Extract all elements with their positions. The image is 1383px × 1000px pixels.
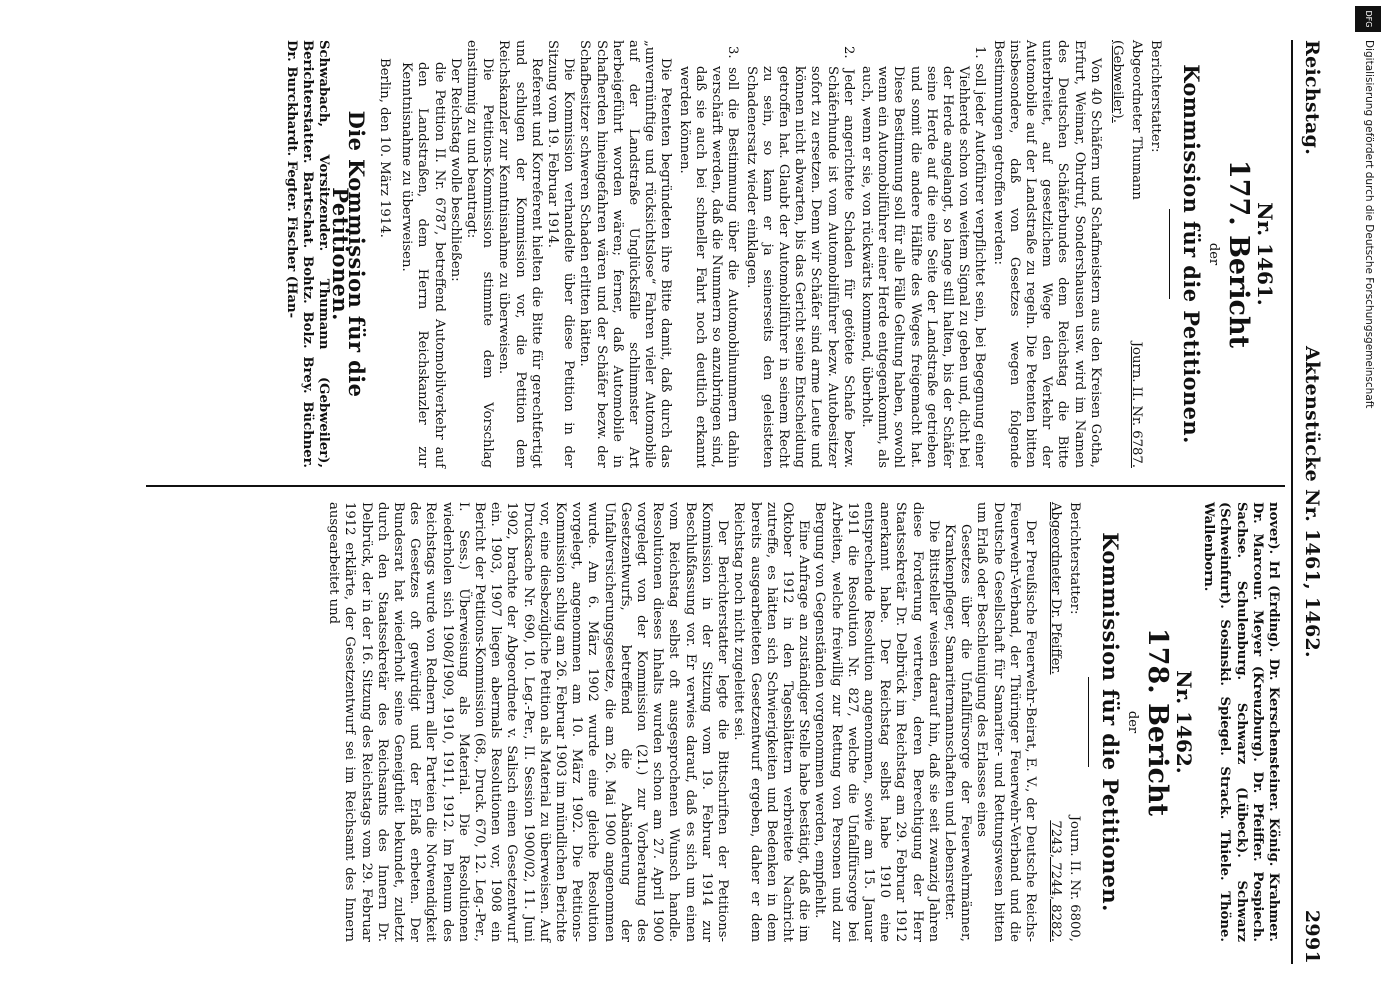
argument-paragraph: Die Bittsteller weisen darauf hin, daß sie seit zwanzig Jahren diese Forderung vertreten, deren Berechtigung der Herr Staatssekretär Dr. Delbrück im Reichstag am 29. Februar 1912 anerkannt habe. Der Reichstag selbst habe 1910 eine entsprechende Resolution angenommen, sowie am 15. Januar 1911 die Resolution Nr. 827, welche die Unfallfürsorge bei Arbeiten, welche freiwillig zur Rettung von Personen und zur Bergung von Gegenständen vorgenommen werden, empfiehlt. [812,502,941,942]
header-left: Reichstag. [1301,40,1323,156]
journal-number-2: Journ. II. Nr. 6800, [1067,815,1083,942]
session-paragraph: Die Kommission verhandelte über diese Petition in der Sitzung vom 19. Februar 1914. [545,40,577,468]
header-rule [1291,40,1293,964]
referent-paragraph: Referent und Korreferent hielten die Bitte für gerechtfertigt und schlugen der Kommission vor, die Petition dem Reichskanzler zur Kenntnisnahme zu überweisen. [496,40,544,468]
inquiry-paragraph: Eine Anfrage an zuständiger Stelle habe bestätigt, daß die im Oktober 1912 in den Tagesblättern verbreitete Nachricht zutreffe, es hätten sich Schwierigkeiten und Bedenken in dem bereits ausgearbeiteten Gesetzentwurf ergeben, daher er dem Reichstag noch nicht zugeleitet sei. [731,502,812,942]
rapporteur-name-2: Abgeordneter Dr. Pfeiffer. [1048,502,1064,675]
column-divider [146,485,1285,487]
petition-paragraph-2: Der Preußische Feuerwehr-Beirat, E. V., der Deutsche Reichs-Feuerwehr-Verband, der Thüringer Feuerwehr-Verband und die Deutsche Gesellschaft für Samariter- und Rettungswesen bitten um Erlaß oder Beschleunigung des Erlasses eines [974,502,1038,942]
rapporteur-label: Berichterstatter: [1148,40,1164,153]
law-title: Gesetzes über die Unfallfürsorge der Feuerwehrmänner, Krankenpfleger, Samaritermannschaften und Lebensretter. [941,524,974,942]
digitization-credit: Digitalisierung gefördert durch die Deutsche Forschungsgemeinschaft [1363,40,1375,409]
rapporteur-row-2 [1066,502,1082,942]
rapporteur-row-2b [1047,502,1063,942]
left-column [283,40,1281,468]
report-number: Nr. 1461. [1253,202,1277,306]
running-header [1297,40,1325,964]
reasoning-paragraph: Die Petenten begründeten ihre Bitte damit, daß durch das „unvernünftige und rücksichtslose“ Fahren vieler Automobile auf der Landstraße Unglücksfälle schlimmster Art herbeigeführt worden wären; ferner, daß Automobile in Schafherden hineingefahren wären und der Schäfer bezw. der Schafbesitzer schweren Schaden erlitten hätten. [577,40,674,468]
commission-heading-2: Kommission für die Petitionen. [1097,532,1123,912]
resolution-text: die Petition II. Nr. 6787, betreffend Automobilverkehr auf den Landstraßen, dem Herrn Reichskanzler zur Kenntnisnahme zu überweisen. [399,62,447,468]
resolution-intro: Der Reichstag wolle beschließen: [447,58,463,282]
member-list: Schwabach, Vorsitzender. Thumann (Gebweiler), Berichterstatter. Bartschat. Bohtz. Bolz. Brey. Büchner. Dr. Burckhardt. Fegter. Fischer (Han- [284,40,332,468]
demand-item-3: 3. soll die Bestimmung über die Automobilnummern dahin verschärft werden, daß die Nummern so anzubringen sind, daß sie auch bei schneller Fahrt noch deutlich erkannt werden können. [676,46,741,468]
rapporteur-row [1128,40,1144,468]
short-rule [1169,209,1170,299]
report-number-2: Nr. 1462. [1171,670,1196,774]
commission-heading: Kommission für die Petitionen. [1178,64,1204,444]
journal-number: Journ. II. Nr. 6787. [1129,341,1145,468]
report-der-2: der [1124,710,1140,734]
header-center: Aktenstücke Nr. 1461, 1462. [1301,346,1323,658]
report-der: der [1205,242,1221,266]
page-content [0,40,1325,964]
dfg-logo: DFG [1355,6,1381,32]
right-column [325,502,1281,942]
vote-paragraph: Die Petitions-Kommission stimmte dem Vorschlag einstimmig zu und beantragt: [464,40,496,468]
report-title-2: 178. Bericht [1141,627,1173,817]
short-rule-2 [1088,677,1089,767]
demand-item-2: 2. Jeder angerichtete Schaden für getötete Schafe bezw. Schäferhunde ist vom Automobilführer bezw. Autobesitzer sofort zu ersetzen. Denn wir Schäfer sind arme Leute und können nicht abwarten, bis das Gericht seine Entscheidung getroffen hat. Glaubt der Automobilführer in seinem Recht zu sein, so kann er ja seinerseits den geleisteten Schadenersatz wieder einklagen. [743,46,856,468]
page-number: 2991 [1301,909,1323,964]
place-date: Berlin, den 10. März 1914. [377,58,393,238]
signature-heading: Die Kommission für die Petitionen. [327,110,369,398]
journal-number-2b: 7243, 7244, 8282. [1048,820,1064,942]
report-title: 177. Bericht [1222,159,1254,349]
rapporteur-name: Abgeordneter Thumann [1129,40,1145,200]
petition-intro: Von 40 Schäfern und Schafmeistern aus den Kreisen Gotha, Erfurt, Weimar, Ohrdruf, Sondershausen usw. wird im Namen des Deutschen Schäferbundes dem Reichstag die Bitte unterbreitet, auf gesetzlichem Wege den Verkehr der Automobile auf der Landstraße zu regeln. Die Petenten bitten insbesondere, daß von Gesetzes wegen folgende Bestimmungen getroffen werden: [990,40,1103,468]
rapporteur-label-2: Berichterstatter: [1067,502,1083,615]
history-paragraph: Der Berichterstatter legte die Bittschriften der Petitions-Kommission in der Sitzung vom 19. Februar 1914 zur Beschlußfassung vor. Er verwies darauf, daß es sich um einen vom Reichstag selbst oft ausgesprochenen Wunsch handle. Resolutionen dieses Inhalts wurden schon am 27. April 1900 vorgelegt von der Kommission (21.) zur Vorberatung des Gesetzentwurfs, betreffend die Abänderung der Unfallversicherungsgesetze, die am 26. Mai 1900 angenommen wurde. Am 6. März 1902 wurde eine gleiche Resolution vorgelegt, angenommen am 10. März 1902. Die Petitions-Kommission schlug am 26. Februar 1903 im mündlichen Berichte vor, eine diesbezügliche Petition als Material zu überweisen. Auf Drucksache Nr. 690, 10. Leg.-Per., II. Session 1900/02, 11. Juni 1902, brachte der Abgeordnete v. Salisch einen Gesetzentwurf ein. 1903, 1907 liegen abermals Resolutionen vor, 1908 ein Bericht der Petitions-Kommission (68., Druck. 670, 12. Leg.-Per., I. Sess.) Überweisung als Material. Die Resolutionen wiederholen sich 1908/1909, 1910, 1911, 1912. Im Plenum des Reichstags wurde von Rednern aller Parteien die Notwendigkeit des Gesetzes oft gewürdigt und der Erlaß erbeten. Der Bundesrat hat wiederholt seine Geneigtheit bekundet, zuletzt durch den Staatssekretär des Reichsamts des Innern Dr. Delbrück, der in der 16. Sitzung des Reichstags vom 29. Februar 1912 erklärte, der Gesetzentwurf sei im Reichsamt des Innern ausgearbeitet und [326,502,731,942]
member-list-cont: nover). Irl (Erding). Dr. Kerschensteiner. König. Krahmer. Dr. Marcour. Meyer (Kreuzburg). Dr. Pfeiffer. Pospiech. Sachse. Schulenburg. Schwarz (Lübeck). Schwarz (Schweinfurt). Sosinski. Spiegel. Strack. Thiele. Thöne. Wallenborn. [1201,502,1281,942]
demand-item-1: 1. soll jeder Autoführer verpflichtet sein, bei Begegnung einer Viehherde schon von weitem Signal zu geben und, dicht bei der Herde angelangt, so lange still halten, bis der Schäfer seine Herde auf die eine Seite der Landstraße getrieben und somit die andere Hälfte des Weges freigemacht hat. Diese Bestimmung soll für alle Fälle Geltung haben, sowohl wenn ein Automobilführer einer Herde entgegenkommt, als auch, wenn er sie, von rückwärts kommend, überholt. [858,46,988,468]
rapporteur-name-cont: (Gebweiler). [1109,40,1125,123]
